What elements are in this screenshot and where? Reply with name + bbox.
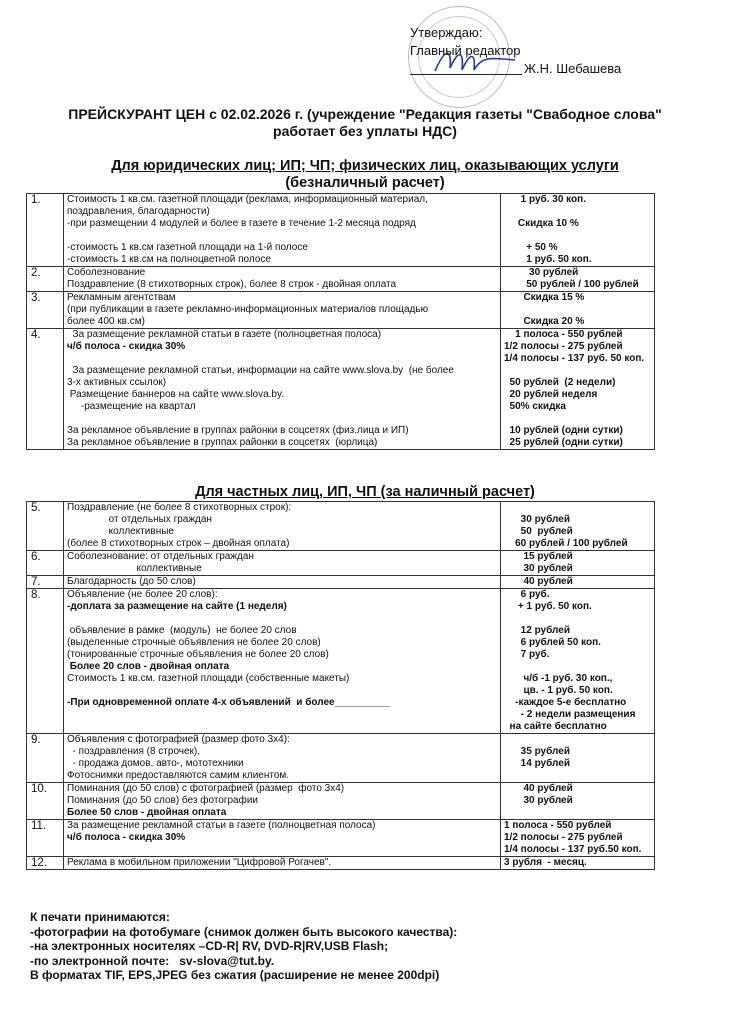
price-line (504, 413, 651, 425)
table-row (27, 194, 655, 267)
desc-line: от отдельных граждан (67, 514, 212, 525)
desc-line: Благодарность (до 50 слов) (67, 576, 196, 587)
service-price (501, 734, 655, 783)
price-line: 50% скидка (504, 401, 566, 412)
footer-line: -на электронных носителях –CD-R| RV, DVD-R|RV,USB Flash; (30, 939, 389, 953)
desc-line: За размещение рекламной статьи в газете (полноцветная полоса) (67, 820, 376, 831)
price-line: 14 рублей (504, 758, 570, 769)
row-number: 6. (27, 551, 64, 576)
price-line: на сайте бесплатно (504, 721, 607, 732)
table-row (27, 734, 655, 783)
price-line (504, 206, 651, 218)
desc-line: -доплата за размещение на сайте (1 неделя) (67, 601, 287, 612)
desc-line: -при размещении 4 модулей и более в газете в течение 1-2 месяца подряд (67, 218, 416, 229)
service-description (64, 194, 501, 267)
service-price (501, 820, 655, 857)
desc-line: ч/б полоса - скидка 30% (67, 341, 186, 352)
price-line: 1 полоса - 550 рублей (504, 820, 612, 831)
price-line: 30 рублей (504, 563, 573, 574)
row-number: 12. (27, 857, 64, 870)
service-price (501, 194, 655, 267)
desc-line: Поминания (до 50 слов) с фотографией (размер фото 3х4) (67, 783, 345, 794)
price-line: 25 рублей (одни сутки) (504, 437, 623, 448)
desc-line: объявление в рамке (модуль) не более 20 слов (67, 625, 297, 636)
table-row (27, 576, 655, 589)
desc-line: Объявления с фотографией (размер фото 3х4): (67, 734, 290, 745)
price-line (504, 502, 651, 514)
service-description (64, 329, 501, 450)
desc-line: более 400 кв.см) (67, 316, 145, 327)
desc-line: Более 20 слов - двойная оплата (67, 661, 230, 672)
desc-line: За рекламное объявление в группах районки в соцсетях (физ.лица и ИП) (67, 425, 409, 436)
table-row (27, 589, 655, 734)
desc-line: Рекламным агентствам (67, 292, 176, 303)
price-line: 1/4 полосы - 137 руб. 50 коп. (504, 353, 645, 364)
price-line (504, 613, 651, 625)
print-requirements (30, 910, 457, 983)
desc-line: Размещение баннеров на сайте www.slova.by. (67, 389, 285, 400)
desc-line: -стоимость 1 кв.см газетной площади на 1-й полосе (67, 242, 308, 253)
service-price (501, 267, 655, 292)
price-line (504, 230, 651, 242)
price-line: -каждое 5-е бесплатно (504, 697, 627, 708)
desc-line: Более 50 слов - двойная оплата (67, 807, 227, 818)
footer-line: К печати принимаются: (30, 910, 170, 924)
table-row (27, 292, 655, 329)
row-number: 8. (27, 589, 64, 734)
service-description (64, 589, 501, 734)
desc-line: (тонированные строчные объявления не более 20 слов) (67, 649, 329, 660)
price-line: 50 рублей (504, 526, 573, 537)
table-row (27, 551, 655, 576)
approval-position: Главный редактор (410, 43, 521, 58)
price-line: 60 рублей / 100 рублей (504, 538, 628, 549)
desc-line: (более 8 стихотворных строк – двойная оплата) (67, 538, 290, 549)
price-line: 3 рубля - месяц. (504, 857, 587, 868)
row-number: 1. (27, 194, 64, 267)
desc-line: -При одновременной оплате 4-х объявлений и более__________ (67, 697, 391, 708)
approval-label: Утверждаю: (410, 25, 483, 40)
footer-line: В форматах TIF, EPS,JPEG без сжатия (расширение не менее 200dpi) (30, 968, 440, 982)
service-price (501, 551, 655, 576)
service-description (64, 576, 501, 589)
desc-line (67, 613, 497, 625)
desc-line (67, 844, 497, 856)
price-line: 35 рублей (504, 746, 570, 757)
row-number: 2. (27, 267, 64, 292)
service-description (64, 857, 501, 870)
price-line: + 1 руб. 50 коп. (504, 601, 592, 612)
price-line: 6 рублей 50 коп. (504, 637, 601, 648)
price-line (504, 770, 651, 782)
service-description (64, 502, 501, 551)
row-number: 11. (27, 820, 64, 857)
price-line: 7 руб. (504, 649, 550, 660)
section-heading-legal (30, 158, 700, 192)
row-number: 10. (27, 783, 64, 820)
desc-line: Фотоснимки предоставляются самим клиентом. (67, 770, 290, 781)
desc-line: ч/б полоса - скидка 30% (67, 832, 186, 843)
desc-line: За рекламное объявление в группах районки в соцсетях (юрлица) (67, 437, 378, 448)
service-price (501, 502, 655, 551)
desc-line: -стоимость 1 кв.см на полноцветной полосе (67, 254, 271, 265)
price-line (504, 304, 651, 316)
title-line-2: работает без уплаты НДС) (273, 123, 457, 139)
desc-line: Реклама в мобильном приложении "Цифровой Рогачев". (67, 857, 332, 868)
desc-line: Поздравление (не более 8 стихотворных строк): (67, 502, 292, 513)
desc-line: (при публикации в газете рекламно-информационных материалов площадью (67, 304, 429, 315)
service-price (501, 857, 655, 870)
desc-line: коллективные (67, 563, 202, 574)
price-line: 10 рублей (одни сутки) (504, 425, 623, 436)
price-line: 1/2 полосы - 275 рублей (504, 832, 623, 843)
table-row (27, 267, 655, 292)
desc-line: Соболезнование: от отдельных граждан (67, 551, 254, 562)
service-description (64, 267, 501, 292)
price-line: 30 рублей (504, 514, 570, 525)
desc-line (67, 230, 497, 242)
price-line: 40 рублей (504, 576, 573, 587)
desc-line: За размещение рекламной статьи в газете (полноцветная полоса) (67, 329, 382, 340)
desc-line: Объявление (не более 20 слов): (67, 589, 218, 600)
price-line: 6 руб. (504, 589, 550, 600)
desc-line (67, 353, 497, 365)
price-line: Скидка 10 % (504, 218, 579, 229)
price-line: 40 рублей (504, 783, 573, 794)
price-line (504, 661, 651, 673)
desc-line (67, 413, 497, 425)
signature-line (410, 60, 522, 75)
price-line: 1/4 полосы - 137 руб.50 коп. (504, 844, 642, 855)
desc-line: Поминания (до 50 слов) без фотографии (67, 795, 259, 806)
service-description (64, 734, 501, 783)
price-line: 50 рублей / 100 рублей (504, 279, 639, 290)
table-row (27, 857, 655, 870)
service-description (64, 551, 501, 576)
desc-line: За размещение рекламной статьи, информации на сайте www.slova.by (не более (67, 365, 454, 376)
price-line: 1/2 полосы - 275 рублей (504, 341, 623, 352)
price-line (504, 734, 651, 746)
price-line (504, 365, 651, 377)
desc-line: -размещение на квартал (67, 401, 196, 412)
price-line: 50 рублей (2 недели) (504, 377, 616, 388)
approval-block (410, 24, 621, 78)
section2-line-1: Для частных лиц, ИП, ЧП (за наличный расчет) (195, 484, 535, 500)
service-price (501, 589, 655, 734)
section1-line-2: (безналичный расчет) (285, 175, 445, 191)
price-table-legal (26, 193, 655, 450)
document-title (30, 106, 700, 140)
service-price (501, 783, 655, 820)
desc-line (67, 709, 497, 721)
table-row (27, 820, 655, 857)
desc-line: (выделенные строчные объявления не более 20 слов) (67, 637, 321, 648)
desc-line: - продажа домов, авто-, мототехники (67, 758, 244, 769)
table-row (27, 783, 655, 820)
service-price (501, 329, 655, 450)
desc-line: Стоимость 1 кв.см. газетной площади (реклама, информационный материал, (67, 194, 428, 205)
service-description (64, 292, 501, 329)
service-description (64, 820, 501, 857)
desc-line: поздравления, благодарности) (67, 206, 210, 217)
row-number: 9. (27, 734, 64, 783)
price-line: 30 рублей (504, 795, 573, 806)
price-line (504, 807, 651, 819)
row-number: 5. (27, 502, 64, 551)
desc-line: Стоимость 1 кв.см. газетной площади (собственные макеты) (67, 673, 350, 684)
price-line: 1 руб. 50 коп. (504, 254, 592, 265)
price-line: 1 руб. 30 коп. (504, 194, 586, 205)
price-line: ч/б -1 руб. 30 коп., (504, 673, 613, 684)
approval-name: Ж.Н. Шебашева (524, 61, 622, 76)
row-number: 7. (27, 576, 64, 589)
service-description (64, 783, 501, 820)
price-line: 15 рублей (504, 551, 573, 562)
price-line: Скидка 15 % (504, 292, 585, 303)
row-number: 4. (27, 329, 64, 450)
row-number: 3. (27, 292, 64, 329)
desc-line: - поздравления (8 строчек), (67, 746, 201, 757)
price-line: цв. - 1 руб. 50 коп. (504, 685, 613, 696)
price-line: - 2 недели размещения (504, 709, 636, 720)
price-line: 12 рублей (504, 625, 570, 636)
footer-line: -фотографии на фотобумаге (снимок должен быть высокого качества): (30, 924, 458, 939)
service-price (501, 576, 655, 589)
table-row (27, 329, 655, 450)
price-table-private (26, 501, 655, 870)
price-line: + 50 % (504, 242, 558, 253)
footer-line: -по электронной почте: sv-slova@tut.by. (30, 953, 275, 968)
desc-line: коллективные (67, 526, 174, 537)
desc-line: Соболезнование (67, 267, 146, 278)
section-heading-private (30, 484, 700, 501)
desc-line (67, 685, 497, 697)
desc-line: Поздравление (8 стихотворных строк), более 8 строк - двойная оплата (67, 279, 397, 290)
price-line: 30 рублей (504, 267, 579, 278)
price-line: Скидка 20 % (504, 316, 585, 327)
service-price (501, 292, 655, 329)
price-line: 20 рублей неделя (504, 389, 598, 400)
desc-line: 3-х активных ссылок) (67, 377, 167, 388)
table-row (27, 502, 655, 551)
price-line: 1 полоса - 550 рублей (504, 329, 623, 340)
title-line-1: ПРЕЙСКУРАНТ ЦЕН с 02.02.2026 г. (учреждение "Редакция газеты "Свабодное слова" (68, 106, 662, 122)
section1-line-1: Для юридических лиц; ИП; ЧП; физических лиц, оказывающих услуги (111, 158, 619, 174)
